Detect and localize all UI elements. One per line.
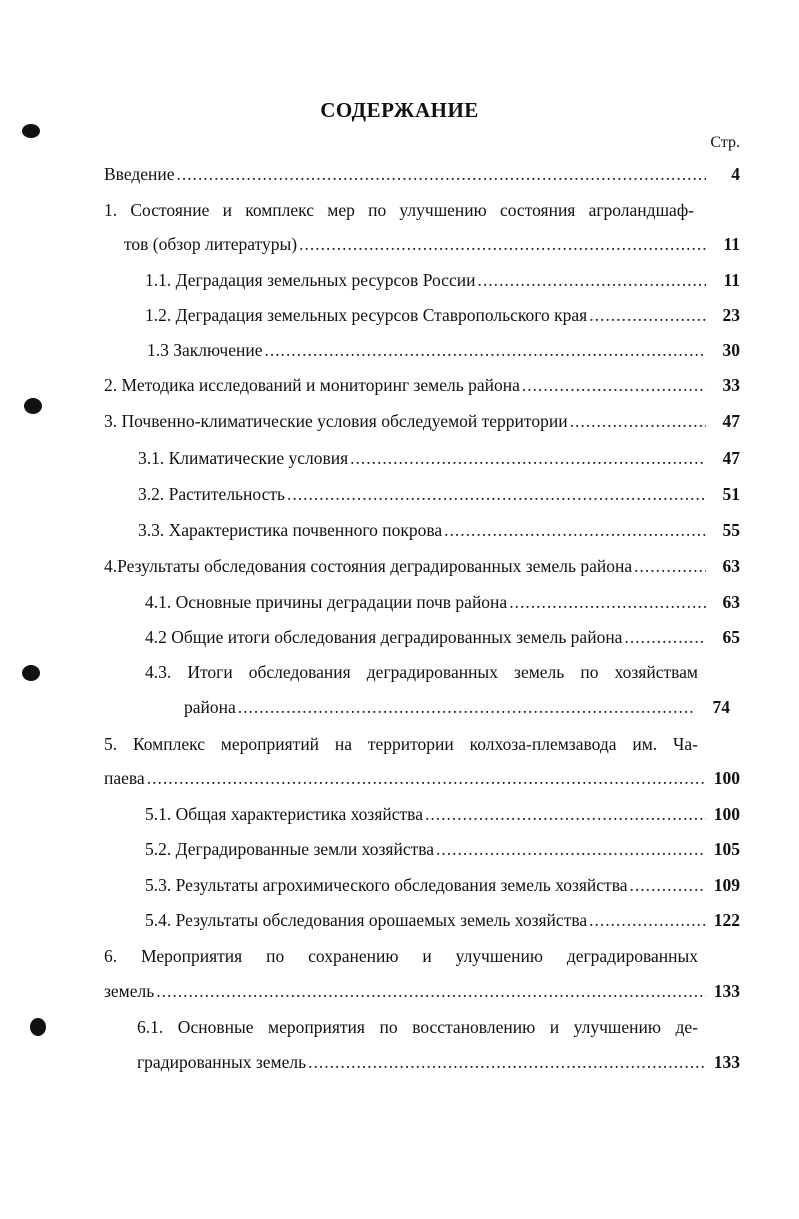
toc-page-number: 133 xyxy=(713,1052,740,1072)
toc-entry-ch1-1[interactable] xyxy=(145,268,740,292)
toc-entry-text: 1.2. Деградация земельных ресурсов Ставропольского края xyxy=(145,305,588,325)
toc-page-number: 30 xyxy=(722,340,740,360)
dot-leader xyxy=(147,766,706,790)
toc-page-number: 51 xyxy=(722,484,740,504)
toc-entry-ch4-3[interactable] xyxy=(184,695,730,719)
dot-leader xyxy=(177,162,706,186)
toc-entry-ch1-3[interactable] xyxy=(147,338,740,362)
toc-page-number: 63 xyxy=(722,556,740,576)
toc-entry-text: 5.4. Результаты обследования орошаемых земель хозяйства xyxy=(145,910,588,930)
toc-entry-ch4-1[interactable] xyxy=(145,590,740,614)
toc-entry-ch2[interactable] xyxy=(104,373,740,397)
toc-entry-ch6-1-line1[interactable]: 6.1. Основные мероприятия по восстановлению и улучшению де- xyxy=(137,1017,698,1037)
toc-entry-ch5[interactable] xyxy=(104,766,740,790)
toc-entry-ch3-3[interactable] xyxy=(138,518,740,542)
toc-page-number: 100 xyxy=(713,804,740,824)
dot-leader xyxy=(589,303,706,327)
toc-entry-ch3-1[interactable] xyxy=(138,446,740,470)
toc-page-number: 33 xyxy=(722,375,740,395)
toc-page-number: 47 xyxy=(722,411,740,431)
toc-page-number: 4 xyxy=(731,164,740,184)
toc-entry-text: 1.1. Деградация земельных ресурсов России xyxy=(145,270,476,290)
toc-page-number: 133 xyxy=(713,981,740,1001)
toc-entry-text: 4.2 Общие итоги обследования деградированных земель района xyxy=(145,627,623,647)
toc-entry-text: района xyxy=(184,697,236,717)
toc-entry-ch1[interactable] xyxy=(124,232,740,256)
toc-entry-ch3[interactable] xyxy=(104,409,740,433)
dot-leader xyxy=(522,373,706,397)
dot-leader xyxy=(444,518,706,542)
toc-entry-text: 3.3. Характеристика почвенного покрова xyxy=(138,520,443,540)
toc-page-number: 100 xyxy=(713,768,740,788)
toc-entry-ch6-1[interactable] xyxy=(137,1050,740,1074)
dot-leader xyxy=(624,625,706,649)
dot-leader xyxy=(350,446,706,470)
toc-entry-ch5-3[interactable] xyxy=(145,873,740,897)
dot-leader xyxy=(570,409,706,433)
toc-entry-ch5-4[interactable] xyxy=(145,908,740,932)
dot-leader xyxy=(436,837,706,861)
toc-entry-text: 3.1. Климатические условия xyxy=(138,448,349,468)
toc-entry-ch1-line1[interactable]: 1. Состояние и комплекс мер по улучшению состояния агроландшаф- xyxy=(104,200,694,220)
page-column-header: Стр. xyxy=(710,134,740,151)
toc-page-number: 63 xyxy=(722,592,740,612)
toc-page-number: 105 xyxy=(713,839,740,859)
dot-leader xyxy=(477,268,706,292)
dot-leader xyxy=(425,802,706,826)
dot-leader xyxy=(509,590,706,614)
toc-entry-ch6[interactable] xyxy=(104,979,740,1003)
dot-leader xyxy=(156,979,706,1003)
dot-leader xyxy=(589,908,706,932)
toc-entry-intro[interactable] xyxy=(104,162,740,186)
toc-entry-text: 3.2. Растительность xyxy=(138,484,285,504)
dot-leader xyxy=(308,1050,706,1074)
toc-page-number: 11 xyxy=(723,270,740,290)
toc-page-number: 55 xyxy=(722,520,740,540)
dot-leader xyxy=(630,873,707,897)
binding-hole-mark xyxy=(22,124,40,138)
toc-entry-text: 5.2. Деградированные земли хозяйства xyxy=(145,839,435,859)
toc-entry-text: 5.3. Результаты агрохимического обследования земель хозяйства xyxy=(145,875,628,895)
binding-hole-mark xyxy=(22,665,40,681)
toc-entry-text: 4.Результаты обследования состояния деградированных земель района xyxy=(104,556,633,576)
toc-entry-text: 1.3 Заключение xyxy=(147,340,263,360)
toc-entry-ch5-2[interactable] xyxy=(145,837,740,861)
toc-page-number: 74 xyxy=(712,697,730,717)
toc-entry-text: тов (обзор литературы) xyxy=(124,234,298,254)
toc-page-number: 47 xyxy=(722,448,740,468)
toc-entry-text: 2. Методика исследований и мониторинг земель района xyxy=(104,375,520,395)
toc-entry-ch1-2[interactable] xyxy=(145,303,740,327)
toc-entry-ch4-3-line1[interactable]: 4.3. Итоги обследования деградированных земель по хозяйствам xyxy=(145,662,698,682)
toc-page-number: 109 xyxy=(713,875,740,895)
toc-entry-text: 3. Почвенно-климатические условия обследуемой территории xyxy=(104,411,568,431)
dot-leader xyxy=(265,338,707,362)
toc-entry-text: Введение xyxy=(104,164,175,184)
toc-page-number: 11 xyxy=(723,234,740,254)
toc-entry-text: 5.1. Общая характеристика хозяйства xyxy=(145,804,423,824)
dot-leader xyxy=(299,232,706,256)
dot-leader xyxy=(238,695,696,719)
toc-page-number: 23 xyxy=(722,305,740,325)
toc-entry-ch3-2[interactable] xyxy=(138,482,740,506)
page-title: СОДЕРЖАНИЕ xyxy=(320,98,479,122)
toc-entry-ch4-2[interactable] xyxy=(145,625,740,649)
toc-entry-ch4[interactable] xyxy=(104,554,740,578)
toc-entry-text: паева xyxy=(104,768,145,788)
toc-entry-text: земель xyxy=(104,981,155,1001)
toc-entry-text: 4.1. Основные причины деградации почв района xyxy=(145,592,508,612)
toc-entry-text: градированных земель xyxy=(137,1052,307,1072)
toc-page-number: 65 xyxy=(722,627,740,647)
toc-entry-ch6-line1[interactable]: 6. Мероприятия по сохранению и улучшению деградированных xyxy=(104,946,698,966)
binding-hole-mark xyxy=(30,1018,46,1036)
toc-page-number: 122 xyxy=(713,910,740,930)
toc-entry-ch5-line1[interactable]: 5. Комплекс мероприятий на территории колхоза-племзавода им. Ча- xyxy=(104,734,698,754)
dot-leader xyxy=(287,482,706,506)
dot-leader xyxy=(634,554,706,578)
toc-entry-ch5-1[interactable] xyxy=(145,802,740,826)
binding-hole-mark xyxy=(24,398,42,414)
